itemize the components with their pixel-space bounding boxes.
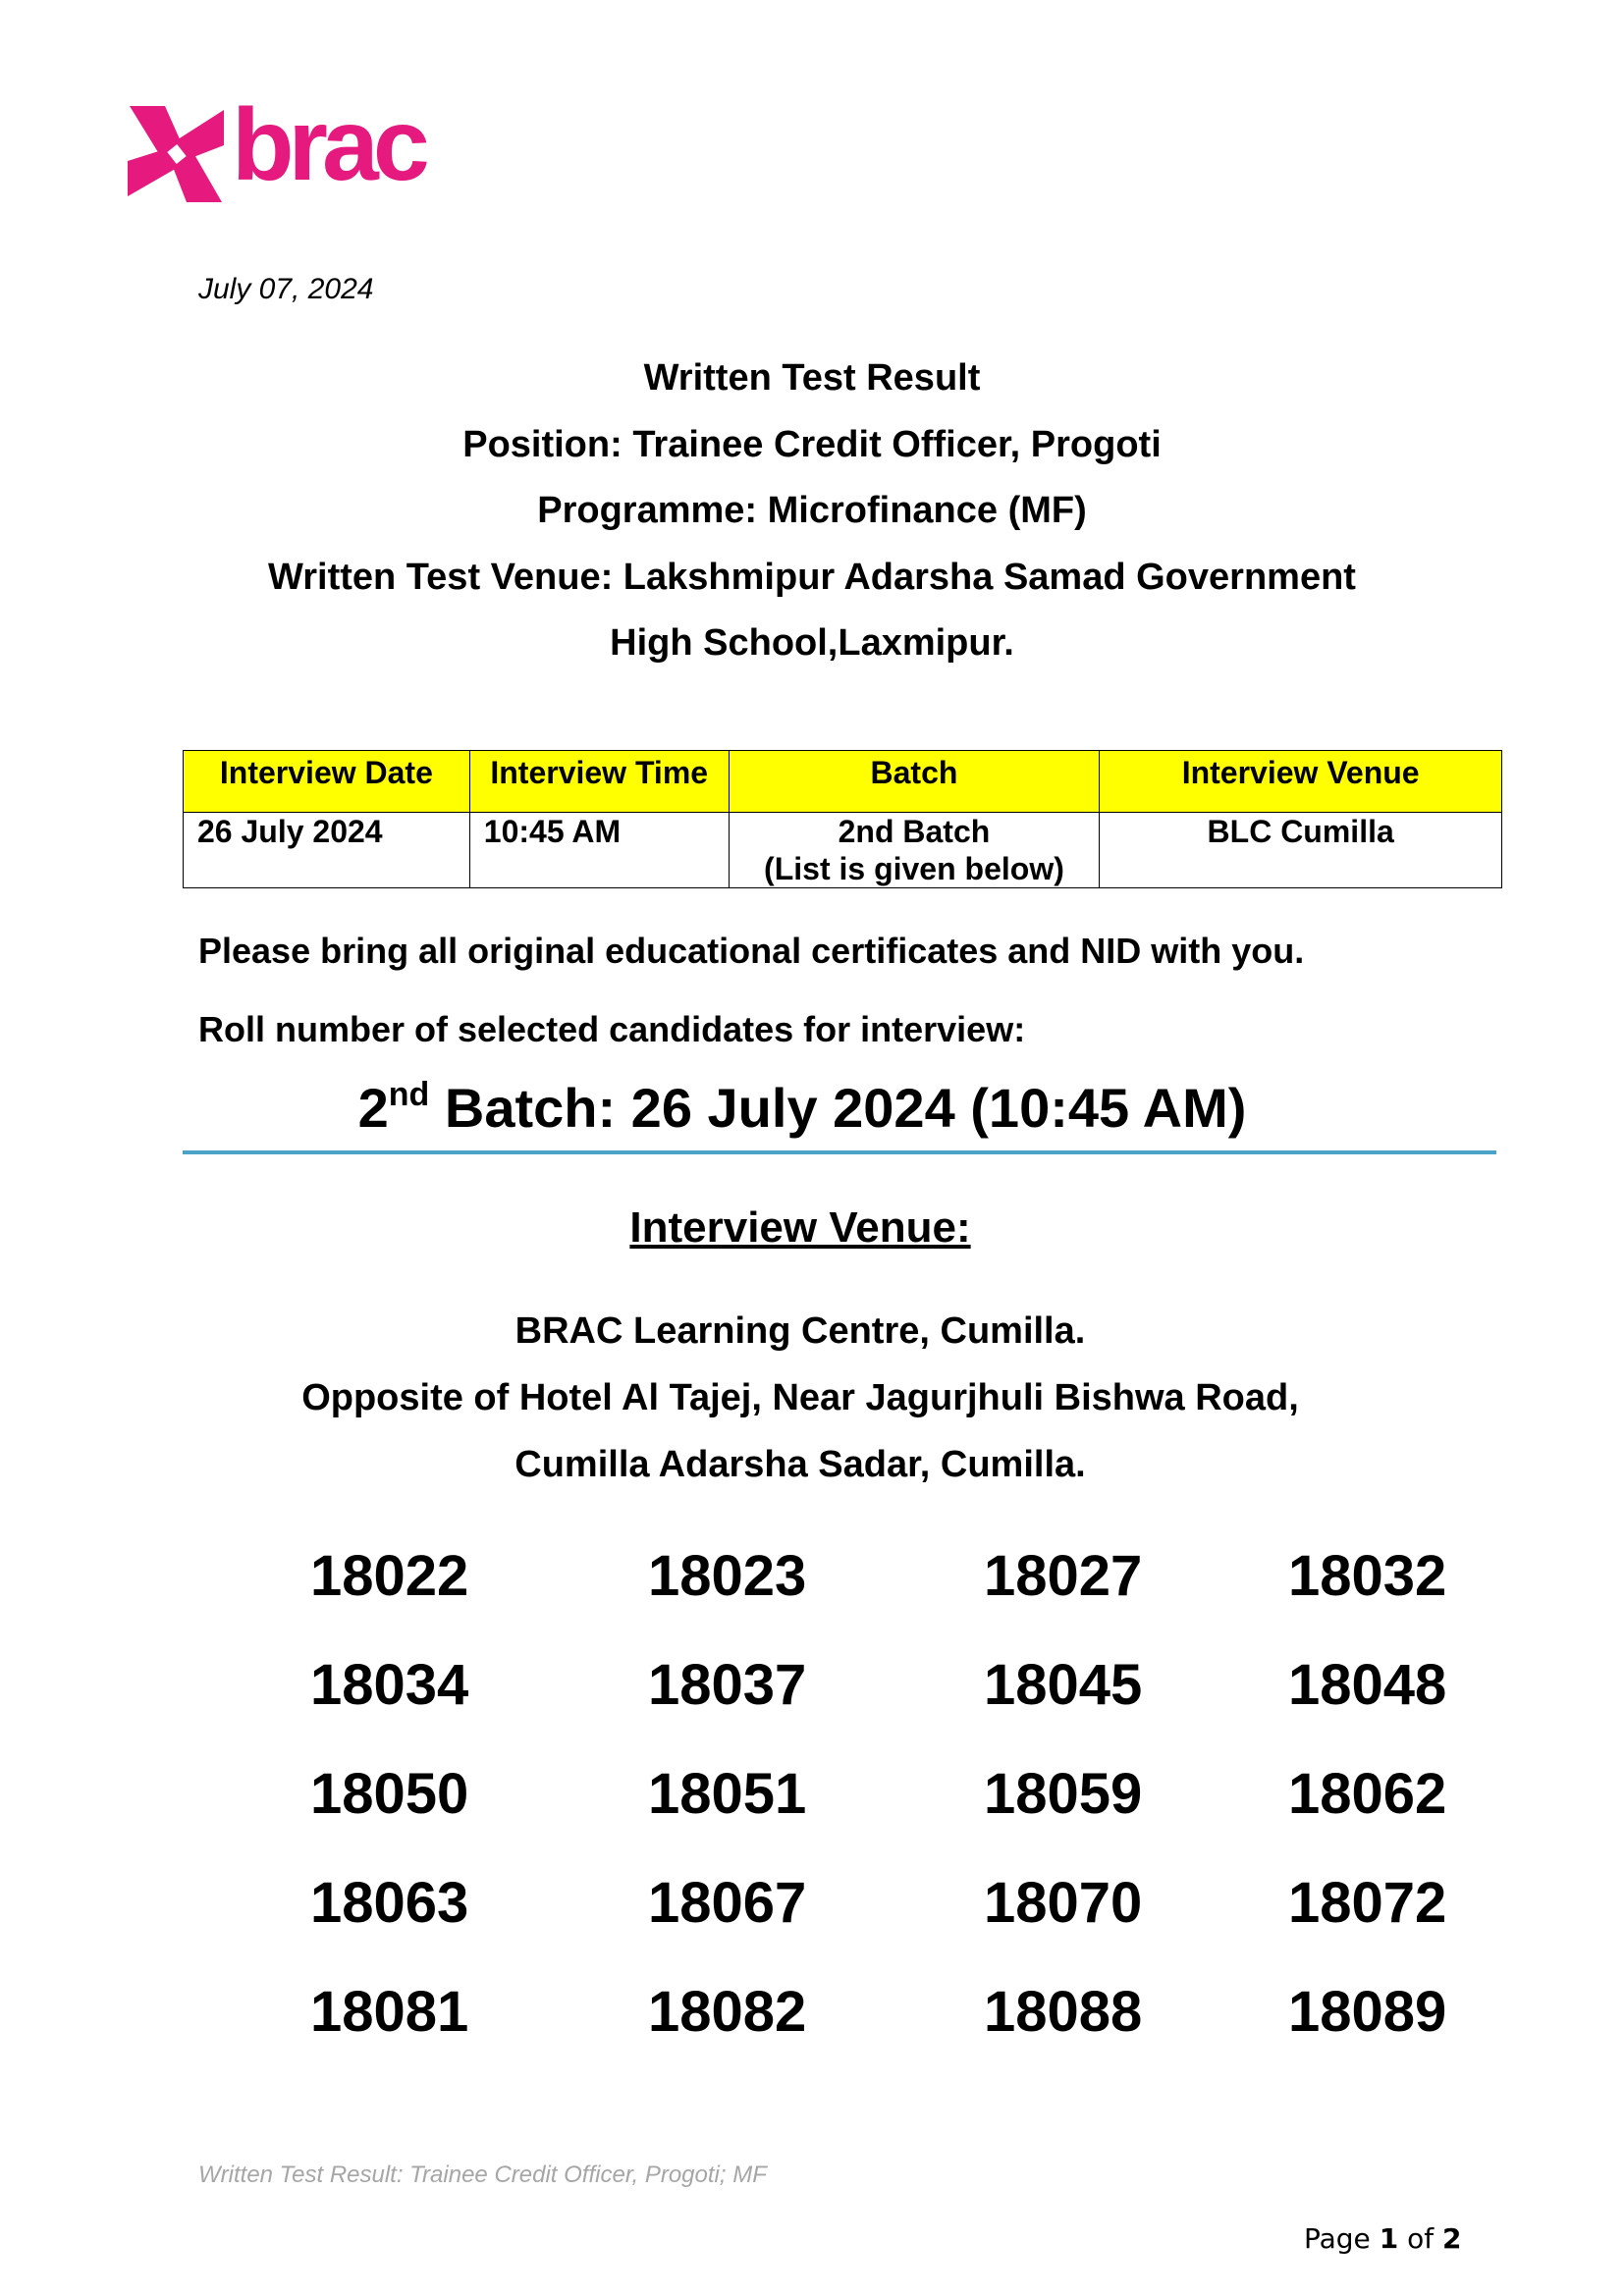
roll-number: 18081 xyxy=(310,1980,469,2044)
document-heading xyxy=(0,346,1624,677)
cell-interview-time: 10:45 AM xyxy=(469,813,729,888)
table-row xyxy=(184,813,1502,888)
header-interview-venue: Interview Venue xyxy=(1100,751,1502,813)
heading-position: Position: Trainee Credit Officer, Progoti xyxy=(462,423,1162,465)
header-batch: Batch xyxy=(729,751,1100,813)
heading-title: Written Test Result xyxy=(643,357,981,399)
bring-documents-note: Please bring all original educational certificates and NID with you. xyxy=(198,931,1305,971)
batch-heading xyxy=(0,1076,1624,1140)
footer-note: Written Test Result: Trainee Credit Officer, Progoti; MF xyxy=(198,2162,767,2188)
cell-interview-date: 26 July 2024 xyxy=(184,813,470,888)
roll-intro-note: Roll number of selected candidates for interview: xyxy=(198,1009,1026,1049)
batch-ordinal-suffix: nd xyxy=(388,1076,430,1113)
batch-divider xyxy=(183,1150,1496,1154)
table-header-row xyxy=(184,751,1502,813)
roll-number: 18059 xyxy=(984,1762,1143,1826)
roll-number: 18022 xyxy=(310,1544,469,1608)
cell-batch-line2: (List is given below) xyxy=(764,851,1064,886)
heading-venue-line2: High School,Laxmipur. xyxy=(610,622,1014,664)
roll-number: 18070 xyxy=(984,1871,1143,1935)
roll-number: 18045 xyxy=(984,1653,1143,1717)
roll-number: 18062 xyxy=(1288,1762,1447,1826)
roll-number: 18027 xyxy=(984,1544,1143,1608)
roll-number: 18048 xyxy=(1288,1653,1447,1717)
page-of: of xyxy=(1407,2222,1435,2255)
venue-address-line3: Cumilla Adarsha Sadar, Cumilla. xyxy=(514,1444,1086,1485)
brac-wordmark: brac xyxy=(232,88,424,202)
interview-venue-address xyxy=(0,1298,1624,1498)
page-current: 1 xyxy=(1379,2222,1399,2255)
roll-number: 18051 xyxy=(648,1762,807,1826)
roll-number: 18088 xyxy=(984,1980,1143,2044)
batch-number: 2 xyxy=(357,1077,389,1139)
venue-address-line2: Opposite of Hotel Al Tajej, Near Jagurjhuli Bishwa Road, xyxy=(301,1377,1299,1418)
document-date: July 07, 2024 xyxy=(198,273,374,305)
interview-schedule-table xyxy=(183,750,1502,888)
batch-date-time: Batch: 26 July 2024 (10:45 AM) xyxy=(429,1077,1247,1139)
heading-programme: Programme: Microfinance (MF) xyxy=(537,490,1087,531)
roll-number: 18082 xyxy=(648,1980,807,2044)
roll-number: 18072 xyxy=(1288,1871,1447,1935)
page-number xyxy=(1304,2222,1461,2255)
roll-number: 18032 xyxy=(1288,1544,1447,1608)
roll-number: 18023 xyxy=(648,1544,807,1608)
header-interview-time: Interview Time xyxy=(469,751,729,813)
cell-batch-line1: 2nd Batch xyxy=(838,814,991,849)
header-interview-date: Interview Date xyxy=(184,751,470,813)
venue-address-line1: BRAC Learning Centre, Cumilla. xyxy=(514,1310,1086,1352)
brac-pinwheel-icon xyxy=(126,102,228,206)
roll-number: 18067 xyxy=(648,1871,807,1935)
interview-venue-title: Interview Venue: xyxy=(629,1203,971,1252)
roll-number: 18089 xyxy=(1288,1980,1447,2044)
roll-number: 18034 xyxy=(310,1653,469,1717)
cell-interview-venue: BLC Cumilla xyxy=(1100,813,1502,888)
roll-number: 18037 xyxy=(648,1653,807,1717)
roll-number: 18050 xyxy=(310,1762,469,1826)
roll-number: 18063 xyxy=(310,1871,469,1935)
page-total: 2 xyxy=(1442,2222,1462,2255)
roll-number-grid xyxy=(310,1541,1447,2086)
cell-batch xyxy=(729,813,1100,888)
heading-venue-line1: Written Test Venue: Lakshmipur Adarsha Samad Government xyxy=(268,556,1356,598)
page-word: Page xyxy=(1304,2222,1371,2255)
brac-logo xyxy=(126,88,440,212)
